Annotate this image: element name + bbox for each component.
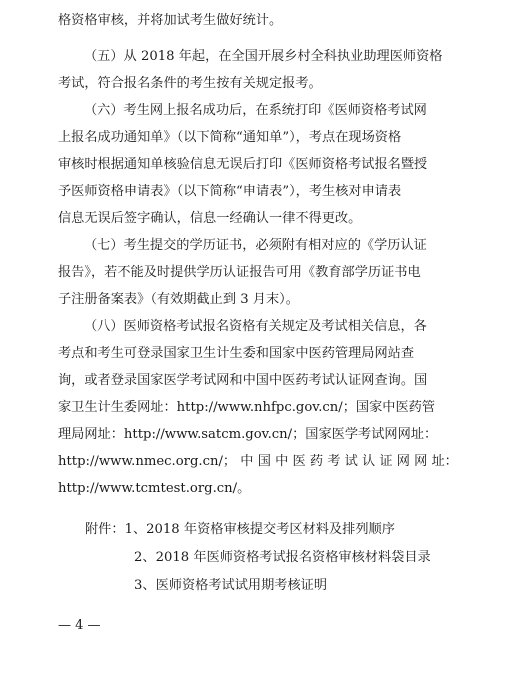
attachment-item-3: 3、医师资格考试试用期考核证明 — [134, 578, 328, 593]
text-line-1: 格资格审核，并将加试考生做好统计。 — [58, 13, 283, 28]
text-line-14: 询，或者登录国家医学考试网和中国中医药考试认证网查询。国 — [58, 373, 428, 388]
text-line-17: http://www.nmec.org.cn/； 中 国 中 医 药 考 试 认 证 网 网 址： — [58, 454, 458, 469]
text-line-11: 子注册备案表》（有效期截止到 3 月末）。 — [58, 292, 299, 307]
text-line-6: 审核时根据通知单核验信息无误后打印《医师资格考试报名暨授 — [58, 157, 428, 172]
text-line-12: （八）医师资格考试报名资格有关规定及考试相关信息，各 — [84, 319, 427, 334]
text-line-15: 家卫生计生委网址：http://www.nhfpc.gov.cn/；国家中医药管 — [58, 400, 436, 415]
text-line-3: 考试，符合报名条件的考生按有关规定报考。 — [58, 76, 322, 91]
text-line-9: （七）考生提交的学历证书，必须附有相对应的《学历认证 — [84, 238, 427, 253]
text-line-7: 予医师资格申请表》（以下简称“申请表”），考生核对申请表 — [58, 184, 402, 199]
text-line-5: 上报名成功通知单》（以下简称“通知单”），考点在现场资格 — [58, 130, 402, 145]
text-line-13: 考点和考生可登录国家卫生计生委和国家中医药管理局网站查 — [58, 346, 415, 361]
text-line-8: 信息无误后签字确认，信息一经确认一律不得更改。 — [58, 211, 362, 226]
page-number: — 4 — — [58, 618, 101, 633]
text-line-16: 理局网址：http://www.satcm.gov.cn/；国家医学考试网网址： — [58, 427, 438, 442]
attachment-item-2: 2、2018 年医师资格考试报名资格审核材料袋目录 — [134, 550, 431, 565]
attachment-item-1: 1、2018 年资格审核提交考区材料及排列顺序 — [124, 522, 395, 537]
attachments-section — [85, 520, 478, 540]
text-line-18: http://www.tcmtest.org.cn/。 — [58, 481, 251, 496]
text-line-2: （五）从 2018 年起，在全国开展乡村全科执业助理医师资格 — [84, 49, 443, 64]
attachments-label: 附件： — [85, 522, 125, 537]
text-line-10: 报告》，若不能及时提供学历认证报告可用《教育部学历证书电 — [58, 265, 421, 280]
text-line-4: （六）考生网上报名成功后，在系统打印《医师资格考试网 — [84, 103, 427, 118]
